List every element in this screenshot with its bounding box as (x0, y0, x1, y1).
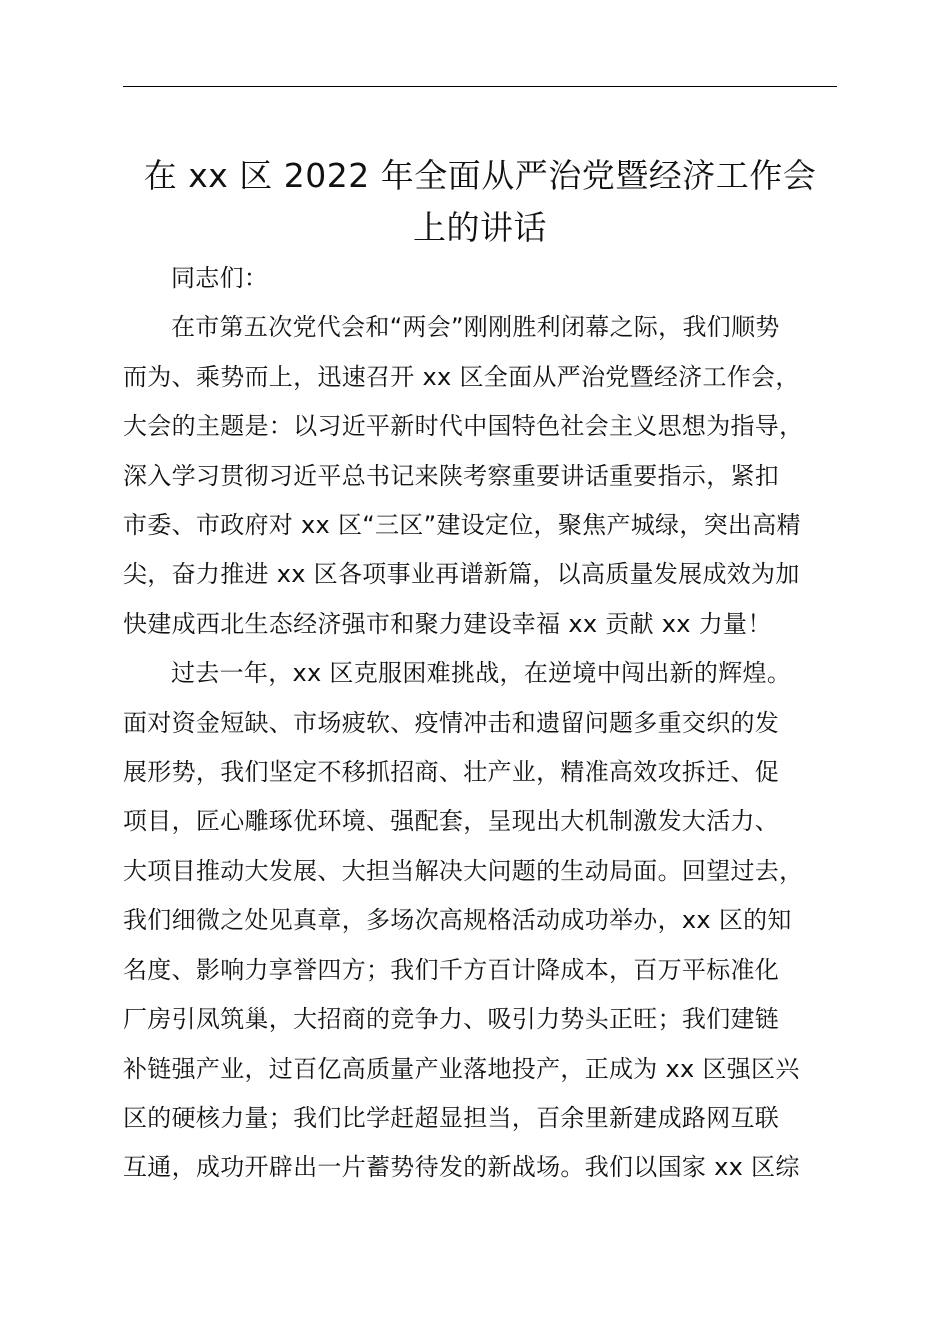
paragraph-2-line: 面对资金短缺、市场疲软、疫情冲击和遗留问题多重交织的发 (123, 708, 780, 737)
paragraph-1-line: 在市第五次党代会和“两会”刚刚胜利闭幕之际，我们顺势 (171, 313, 780, 342)
paragraph-1-line: 深入学习贯彻习近平总书记来陕考察重要讲话重要指示，紧扣 (123, 461, 780, 490)
paragraph-2-line: 展形势，我们坚定不移抓招商、壮产业，精准高效攻拆迁、促 (123, 758, 780, 787)
paragraph-1 (123, 303, 863, 649)
paragraph-1-line: 市委、市政府对 xx 区“三区”建设定位，聚焦产城绿，突出高精 (123, 511, 801, 540)
paragraph-1-line: 尖，奋力推进 xx 区各项事业再谱新篇，以高质量发展成效为加 (123, 560, 800, 589)
document-body (123, 254, 863, 1193)
paragraph-2-line: 大项目推动大发展、大担当解决大问题的生动局面。回望过去， (123, 856, 804, 885)
paragraph-2-line: 我们细微之处见真章，多场次高规格活动成功举办，xx 区的知 (123, 906, 792, 935)
paragraph-1-line: 而为、乘势而上，迅速召开 xx 区全面从严治党暨经济工作会， (123, 362, 800, 391)
paragraph-1-line: 大会的主题是：以习近平新时代中国特色社会主义思想为指导， (123, 412, 804, 441)
salutation: 同志们： (171, 264, 269, 292)
paragraph-2-line: 项目，匠心雕琢优环境、强配套，呈现出大机制激发大活力、 (123, 807, 780, 836)
paragraph-2-line: 补链强产业，过百亿高质量产业落地投产，正成为 xx 区强区兴 (123, 1054, 800, 1083)
header-rule (123, 86, 837, 87)
paragraph-2-line: 互通，成功开辟出一片蓄势待发的新战场。我们以国家 xx 区综 (123, 1153, 800, 1182)
title-line-2: 上的讲话 (413, 208, 547, 247)
paragraph-1-line: 快建成西北生态经济强市和聚力建设幸福 xx 贡献 xx 力量！ (123, 609, 772, 638)
paragraph-2-line: 名度、影响力享誉四方；我们千方百计降成本，百万平标准化 (123, 955, 780, 984)
paragraph-2-line: 过去一年，xx 区克服困难挑战，在逆境中闯出新的辉煌。 (171, 659, 792, 688)
document-title (110, 150, 850, 254)
paragraph-2-line: 厂房引凤筑巢，大招商的竞争力、吸引力势头正旺；我们建链 (123, 1005, 780, 1034)
title-line-1: 在 xx 区 2022 年全面从严治党暨经济工作会 (143, 156, 817, 195)
paragraph-2-line: 区的硬核力量；我们比学赶超显担当，百余里新建成路网互联 (123, 1103, 780, 1132)
paragraph-2 (123, 649, 863, 1192)
